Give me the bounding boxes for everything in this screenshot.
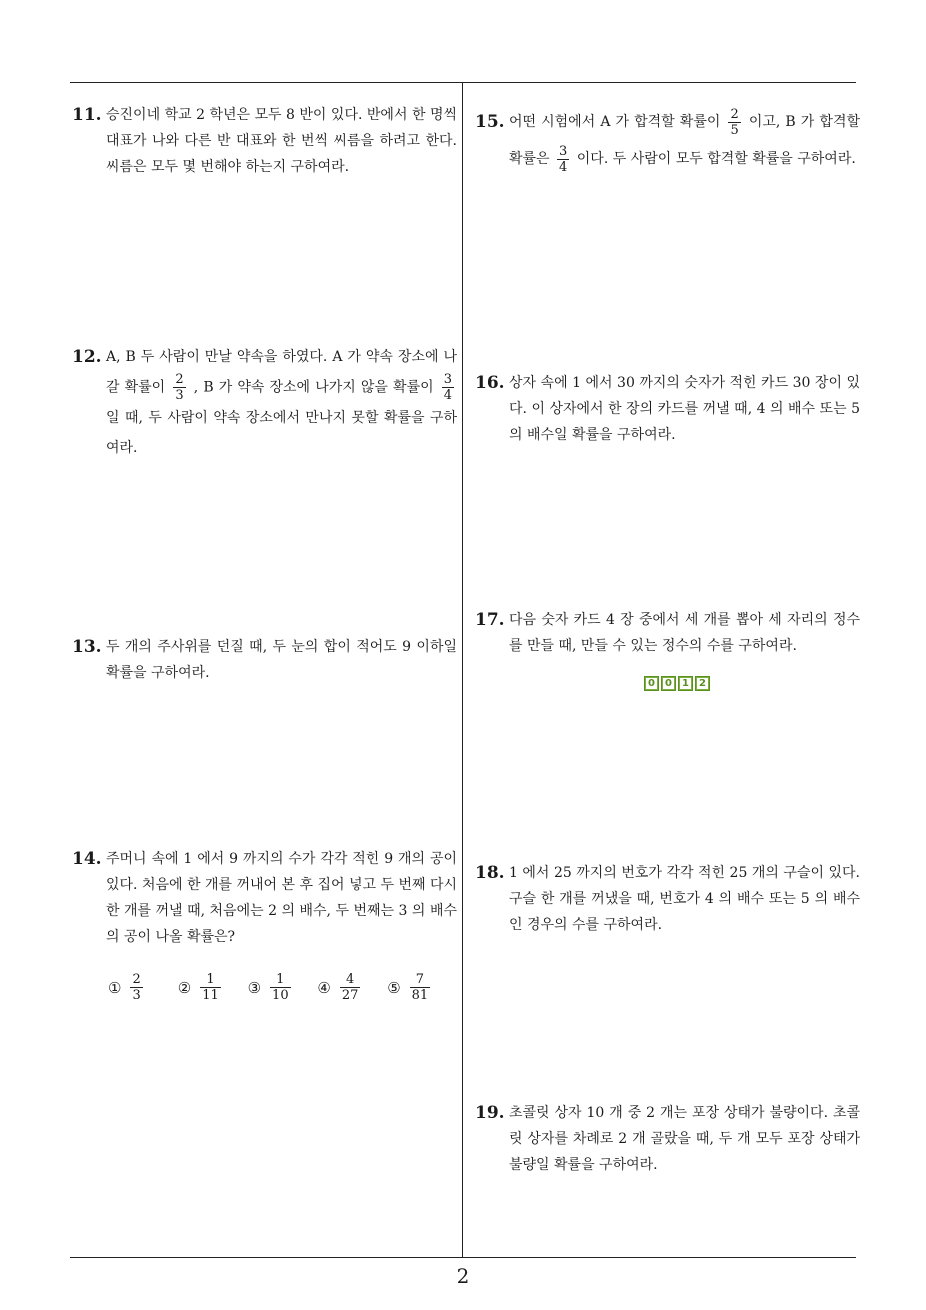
problem-text	[509, 104, 860, 178]
problem-number: 19.	[475, 1103, 505, 1123]
numerator: 2	[730, 106, 739, 122]
denominator: 5	[730, 122, 739, 138]
fraction	[557, 144, 569, 175]
choice-3[interactable]	[248, 972, 318, 1003]
problem-text: 승진이네 학교 2 학년은 모두 8 반이 있다. 반에서 한 명씩 대표가 나와 다른 반 대표와 한 번씩 씨름을 하려고 한다. 씨름은 모두 몇 번해야 하는지 구하여라.	[106, 107, 457, 175]
numerator: 1	[206, 972, 215, 987]
choice-4[interactable]	[317, 972, 387, 1003]
problem-number: 17.	[475, 610, 505, 630]
fraction	[270, 972, 291, 1003]
choice-mark: ③	[247, 978, 262, 997]
card-digit: 0	[646, 678, 657, 689]
numerator: 4	[345, 972, 355, 987]
choice-2[interactable]	[178, 972, 248, 1003]
number-card	[661, 676, 676, 691]
problem-19	[475, 1100, 860, 1178]
numerator: 2	[175, 372, 184, 387]
numerator: 3	[559, 143, 568, 159]
numerator: 2	[132, 972, 141, 987]
page-number: 2	[456, 1264, 470, 1288]
denominator: 10	[272, 988, 289, 1003]
answer-choices	[108, 972, 457, 1003]
problem-number: 15.	[475, 112, 505, 132]
problem-14	[72, 846, 457, 1003]
card-digit: 0	[663, 678, 674, 689]
text-part: 이다. 두 사람이 모두 합격할 확률을 구하여라.	[576, 151, 856, 167]
fraction	[340, 972, 361, 1003]
number-card	[695, 676, 710, 691]
choice-1[interactable]	[108, 972, 178, 1003]
problem-number: 16.	[475, 373, 505, 393]
fraction	[130, 972, 142, 1003]
denominator: 4	[443, 388, 453, 403]
problem-16	[475, 370, 860, 448]
choice-5[interactable]	[387, 972, 457, 1003]
problem-text	[106, 342, 457, 463]
text-part: , B 가 약속 장소에 나가지 않을 확률이	[193, 379, 434, 396]
denominator: 11	[202, 988, 219, 1003]
denominator: 3	[175, 388, 184, 403]
choice-mark: ⑤	[387, 978, 401, 997]
number-card	[678, 676, 693, 691]
problem-18	[475, 860, 860, 938]
text-part: A, B 두 사람이 만날 약속을 하였다. A 가 약속 장소에 나갈 확률이	[106, 349, 457, 396]
numerator: 3	[443, 372, 453, 387]
denominator: 4	[559, 159, 568, 175]
problem-number: 11.	[72, 105, 102, 125]
fraction	[728, 107, 740, 138]
fraction	[442, 372, 454, 403]
problem-number: 13.	[72, 637, 102, 657]
numerator: 1	[276, 972, 285, 987]
text-part: 어떤 시험에서 A 가 합격할 확률이	[509, 114, 721, 130]
problem-text: 다음 숫자 카드 4 장 중에서 세 개를 뽑아 세 자리의 정수를 만들 때, 만들 수 있는 정수의 수를 구하여라.	[509, 612, 860, 654]
text-part: 이고, B 가 합격할 확률은	[509, 114, 860, 167]
denominator: 3	[132, 988, 141, 1003]
problem-17	[475, 607, 860, 659]
problem-number: 12.	[72, 347, 102, 367]
problem-number: 18.	[475, 863, 505, 883]
card-digit: 1	[680, 678, 691, 689]
problem-text: 두 개의 주사위를 던질 때, 두 눈의 합이 적어도 9 이하일 확률을 구하여라.	[106, 639, 457, 681]
problem-13	[72, 634, 457, 686]
numerator: 7	[415, 972, 425, 987]
problem-number: 14.	[72, 849, 102, 869]
problem-text: 주머니 속에 1 에서 9 까지의 수가 각각 적힌 9 개의 공이 있다. 처음에 한 개를 꺼내어 본 후 집어 넣고 두 번째 다시 한 개를 꺼낼 때, 처음에는 2 의 배수, 두 번째는 3 의 배수의 공이 나올 확률은?	[106, 851, 457, 945]
problem-11	[72, 102, 457, 180]
number-card	[644, 676, 659, 691]
denominator: 27	[341, 988, 359, 1003]
bottom-rule	[70, 1257, 856, 1258]
denominator: 81	[411, 988, 429, 1003]
card-digit: 2	[697, 678, 708, 689]
top-rule	[70, 82, 856, 83]
problem-text: 초콜릿 상자 10 개 중 2 개는 포장 상태가 불량이다. 초콜릿 상자를 차례로 2 개 골랐을 때, 두 개 모두 포장 상태가 불량일 확률을 구하여라.	[509, 1105, 860, 1173]
problem-12	[72, 342, 457, 463]
fraction	[410, 972, 431, 1003]
choice-mark: ①	[108, 978, 122, 997]
choice-mark: ②	[177, 978, 192, 997]
number-cards	[644, 676, 710, 691]
choice-mark: ④	[317, 978, 331, 997]
problem-text: 1 에서 25 까지의 번호가 각각 적힌 25 개의 구슬이 있다. 구슬 한 개를 꺼냈을 때, 번호가 4 의 배수 또는 5 의 배수인 경우의 수를 구하여라.	[509, 865, 860, 933]
text-part: 일 때, 두 사람이 약속 장소에서 만나지 못할 확률을 구하여라.	[106, 410, 457, 456]
fraction	[200, 972, 221, 1003]
problem-text: 상자 속에 1 에서 30 까지의 숫자가 적힌 카드 30 장이 있다. 이 상자에서 한 장의 카드를 꺼낼 때, 4 의 배수 또는 5 의 배수일 확률을 구하여라.	[509, 375, 860, 443]
fraction	[173, 372, 185, 403]
column-divider	[462, 82, 463, 1258]
problem-15	[475, 104, 860, 178]
